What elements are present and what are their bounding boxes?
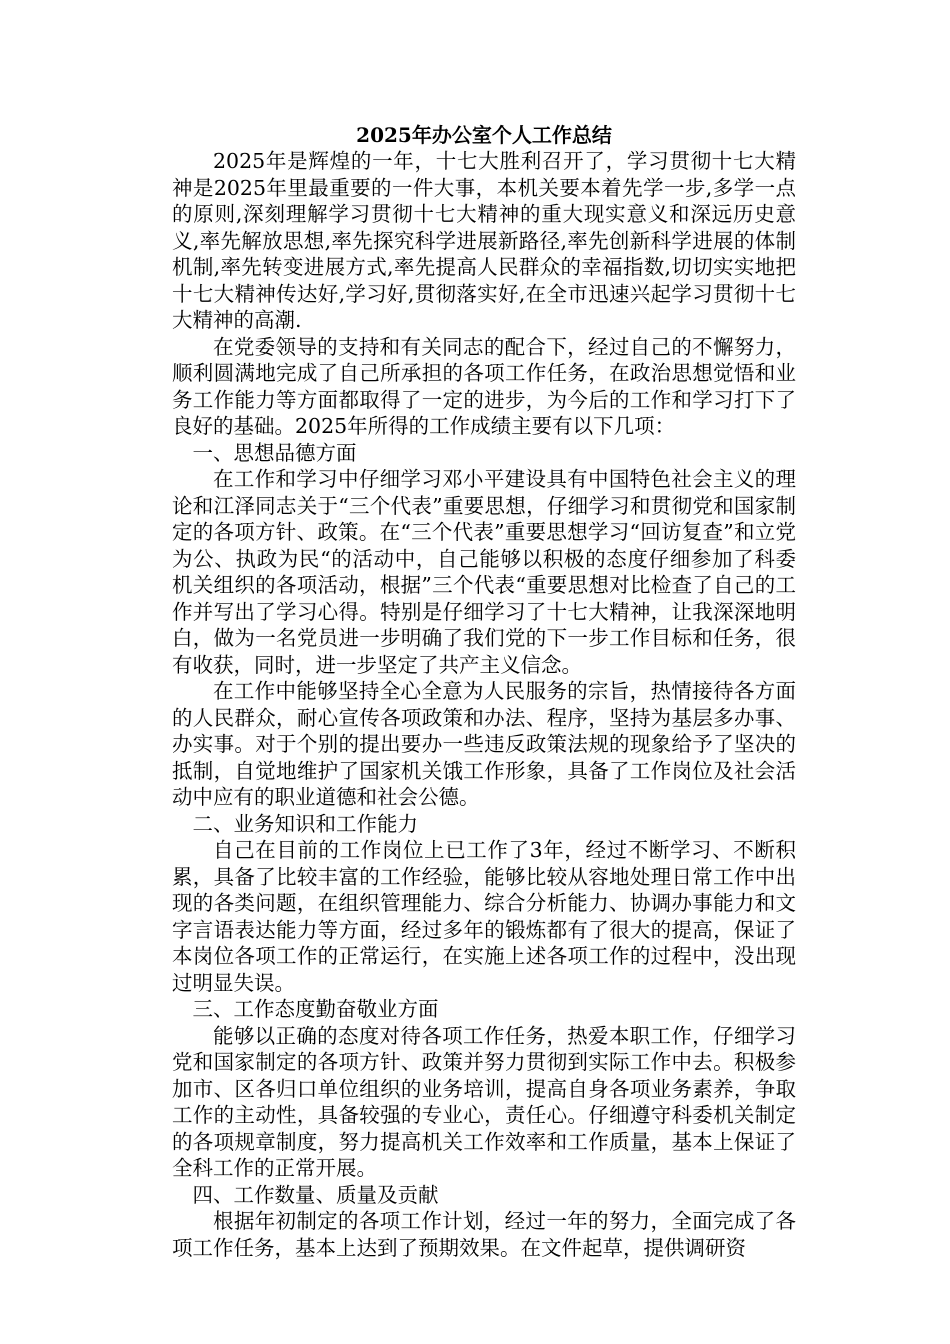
contribution-paragraph: 根据年初制定的各项工作计划，经过一年的努力，全面完成了各项工作任务，基本上达到了预期效果。在文件起草，提供调研资 <box>172 1209 796 1260</box>
intro-paragraph: 2025年是辉煌的一年，十七大胜利召开了，学习贯彻十七大精神是2025年里最重要的一件大事，本机关要本着先学一步,多学一点的原则,深刻理解学习贯彻十七大精神的重大现实意义和深远历史意义,率先解放思想,率先探究科学进展新路径,率先创新科学进展的体制机制,率先转变进展方式,率先提高人民群众的幸福指数,切切实实地把十七大精神传达好,学习好,贯彻落实好,在全市迅速兴起学习贯彻十七大精神的高潮. <box>172 149 796 332</box>
section-heading-morality: 一、思想品德方面 <box>192 440 357 465</box>
morality-paragraph-2: 在工作中能够坚持全心全意为人民服务的宗旨，热情接待各方面的人民群众，耐心宣传各项政策和办法、程序，坚持为基层多办事、办实事。对于个别的提出要办一些违反政策法规的现象给予了坚决的抵制，自觉地维护了国家机关饿工作形象，具备了工作岗位及社会活动中应有的职业道德和社会公德。 <box>172 679 796 809</box>
attitude-paragraph: 能够以正确的态度对待各项工作任务，热爱本职工作，仔细学习党和国家制定的各项方针、政策并努力贯彻到实际工作中去。积极参加市、区各归口单位组织的业务培训，提高自身各项业务素养，争取工作的主动性，具备较强的专业心，责任心。仔细遵守科委机关制定的各项规章制度，努力提高机关工作效率和工作质量，基本上保证了全科工作的正常开展。 <box>172 1023 796 1180</box>
section-heading-attitude: 三、工作态度勤奋敬业方面 <box>192 997 439 1021</box>
document-page <box>172 122 796 1261</box>
morality-paragraph-1: 在工作和学习中仔细学习邓小平建设具有中国特色社会主义的理论和江泽同志关于“三个代表”重要思想，仔细学习和贯彻党和国家制定的各项方针、政策。在“三个代表”重要思想学习“回访复查”和立党为公、执政为民“的活动中，自己能够以积极的态度仔细参加了科委机关组织的各项活动，根据”三个代表“重要思想对比检查了自己的工作并写出了学习心得。特别是仔细学习了十七大精神，让我深深地明白，做为一名党员进一步明确了我们党的下一步工作目标和任务，很有收获，同时，进一步坚定了共产主义信念。 <box>172 467 796 677</box>
document-title: 2025年办公室个人工作总结 <box>356 123 612 147</box>
knowledge-paragraph: 自己在目前的工作岗位上已工作了3年，经过不断学习、不断积累，具备了比较丰富的工作经验，能够比较从容地处理日常工作中出现的各类问题，在组织管理能力、综合分析能力、协调办事能力和文字言语表达能力等方面，经过多年的锻炼都有了很大的提高，保证了本岗位各项工作的正常运行，在实施上述各项工作的过程中，没出现过明显失误。 <box>172 838 796 995</box>
summary-paragraph: 在党委领导的支持和有关同志的配合下，经过自己的不懈努力，顺利圆满地完成了自己所承担的各项工作任务，在政治思想觉悟和业务工作能力等方面都取得了一定的进步，为今后的工作和学习打下了良好的基础。2025年所得的工作成绩主要有以下几项： <box>172 334 796 438</box>
section-heading-contribution: 四、工作数量、质量及贡献 <box>192 1182 439 1207</box>
section-heading-knowledge: 二、业务知识和工作能力 <box>192 811 418 836</box>
